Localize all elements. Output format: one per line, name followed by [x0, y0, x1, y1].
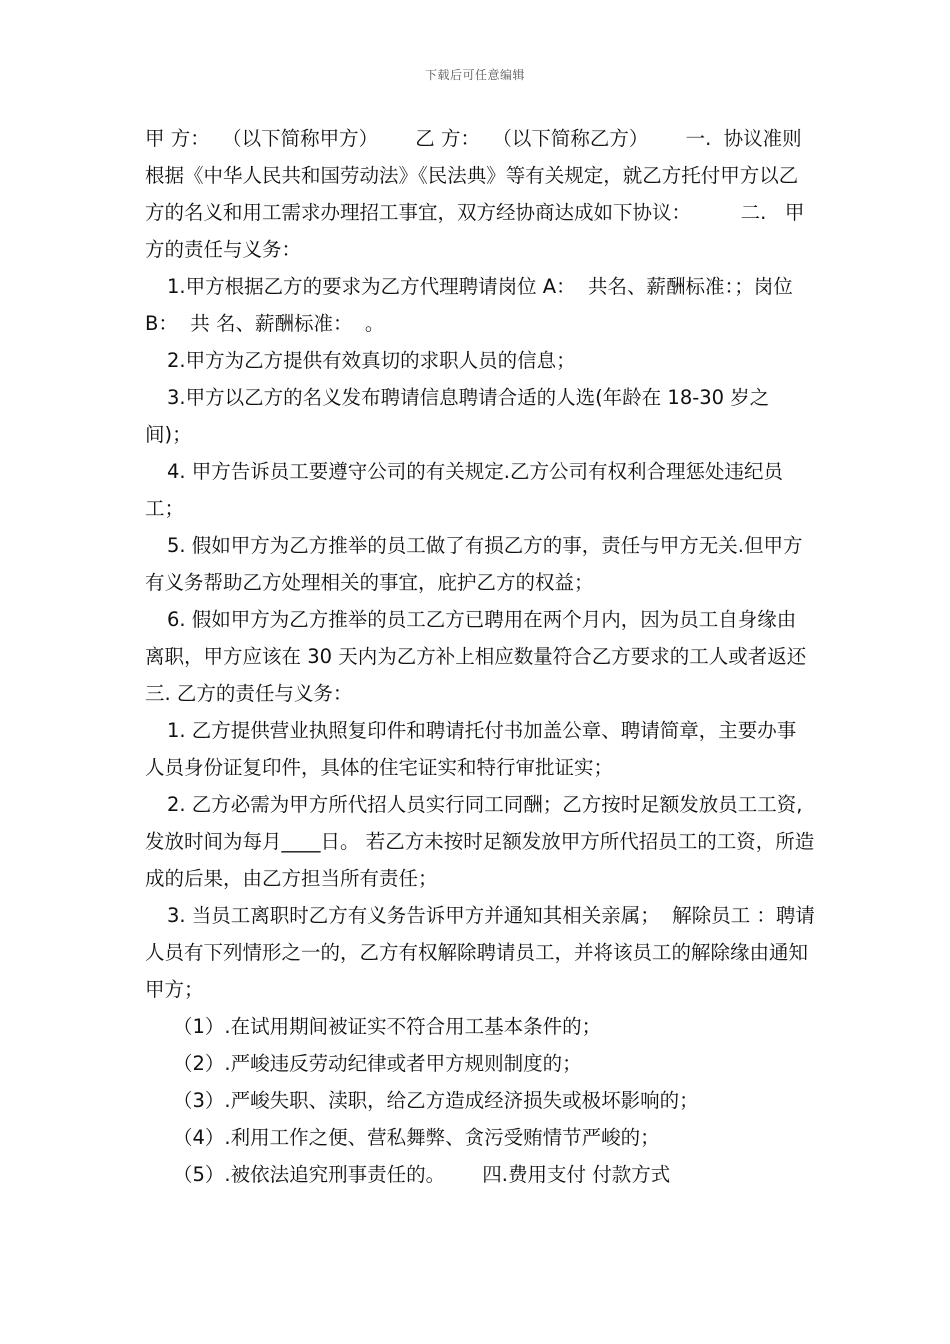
paragraph-party-a-item-6: 6. 假如甲方为乙方推举的员工乙方已聘用在两个月内，因为员工自身缘由离职，甲方应该在 30 天内为乙方补上相应数量符合乙方要求的工人或者返还 三. 乙方的责任与义务： [145, 608, 844, 705]
condition-item-2: （2）.严峻违反劳动纪律或者甲方规则制度的； [173, 1052, 582, 1075]
paragraph-party-b-item-1: 1. 乙方提供营业执照复印件和聘请托付书加盖公章、聘请简章，主要办事人员身份证复印件，具体的住宅证实和特行审批证实； [145, 719, 797, 779]
condition-item-5: （5）.被依法追究刑事责任的。 四.费用支付 付款方式 [173, 1163, 671, 1186]
condition-item-4: （4）.利用工作之便、营私舞弊、贪污受贿情节严峻的； [173, 1126, 660, 1149]
condition-item-1: （1）.在试用期间被证实不符合用工基本条件的； [173, 1015, 602, 1038]
paragraph-party-a-item-5: 5. 假如甲方为乙方推举的员工做了有损乙方的事，责任与甲方无关.但甲方有义务帮助乙方处理相关的事宜，庇护乙方的权益； [145, 534, 803, 594]
paragraph-party-a-item-2: 2.甲方为乙方提供有效真切的求职人员的信息； [167, 349, 576, 372]
paragraph-party-b-item-3: 3. 当员工离职时乙方有义务告诉甲方并通知其相关亲属； 解除员工 ：聘请人员有下列情形之一的，乙方有权解除聘请员工，并将该员工的解除缘由通知甲方； [145, 904, 815, 1001]
condition-item-3: （3）.严峻失职、渎职，给乙方造成经济损失或极坏影响的； [173, 1089, 699, 1112]
paragraph-party-a-item-4: 4. 甲方告诉员工要遵守公司的有关规定.乙方公司有权利合理惩处违纪员工； [145, 460, 784, 520]
page-header-note: 下载后可任意编辑 [424, 68, 525, 82]
paragraph-party-a-item-1: 1.甲方根据乙方的要求为乙方代理聘请岗位 A： 共名、薪酬标准：；岗位 B： 共 名、薪酬标准： 。 [145, 275, 799, 335]
contract-body [145, 120, 844, 1193]
paragraph-party-a-item-3: 3.甲方以乙方的名义发布聘请信息聘请合适的人选(年龄在 18-30 岁之间)； [145, 386, 770, 446]
paragraph-intro: 甲 方： （以下简称甲方） 乙 方： （以下简称乙方） 一. 协议准则 根据《中华人民共和国劳动法》《民法典》等有关规定，就乙方托付甲方以乙方的名义和用工需求办理招工事宜，双方经协商达成如下协议： 二. 甲方的责任与义务： [145, 127, 839, 261]
paragraph-party-b-item-2: 2. 乙方必需为甲方所代招人员实行同工同酬；乙方按时足额发放员工工资,发放时间为每月____日。 若乙方未按时足额发放甲方所代招员工的工资，所造成的后果，由乙方担当所有责任； [145, 793, 815, 890]
